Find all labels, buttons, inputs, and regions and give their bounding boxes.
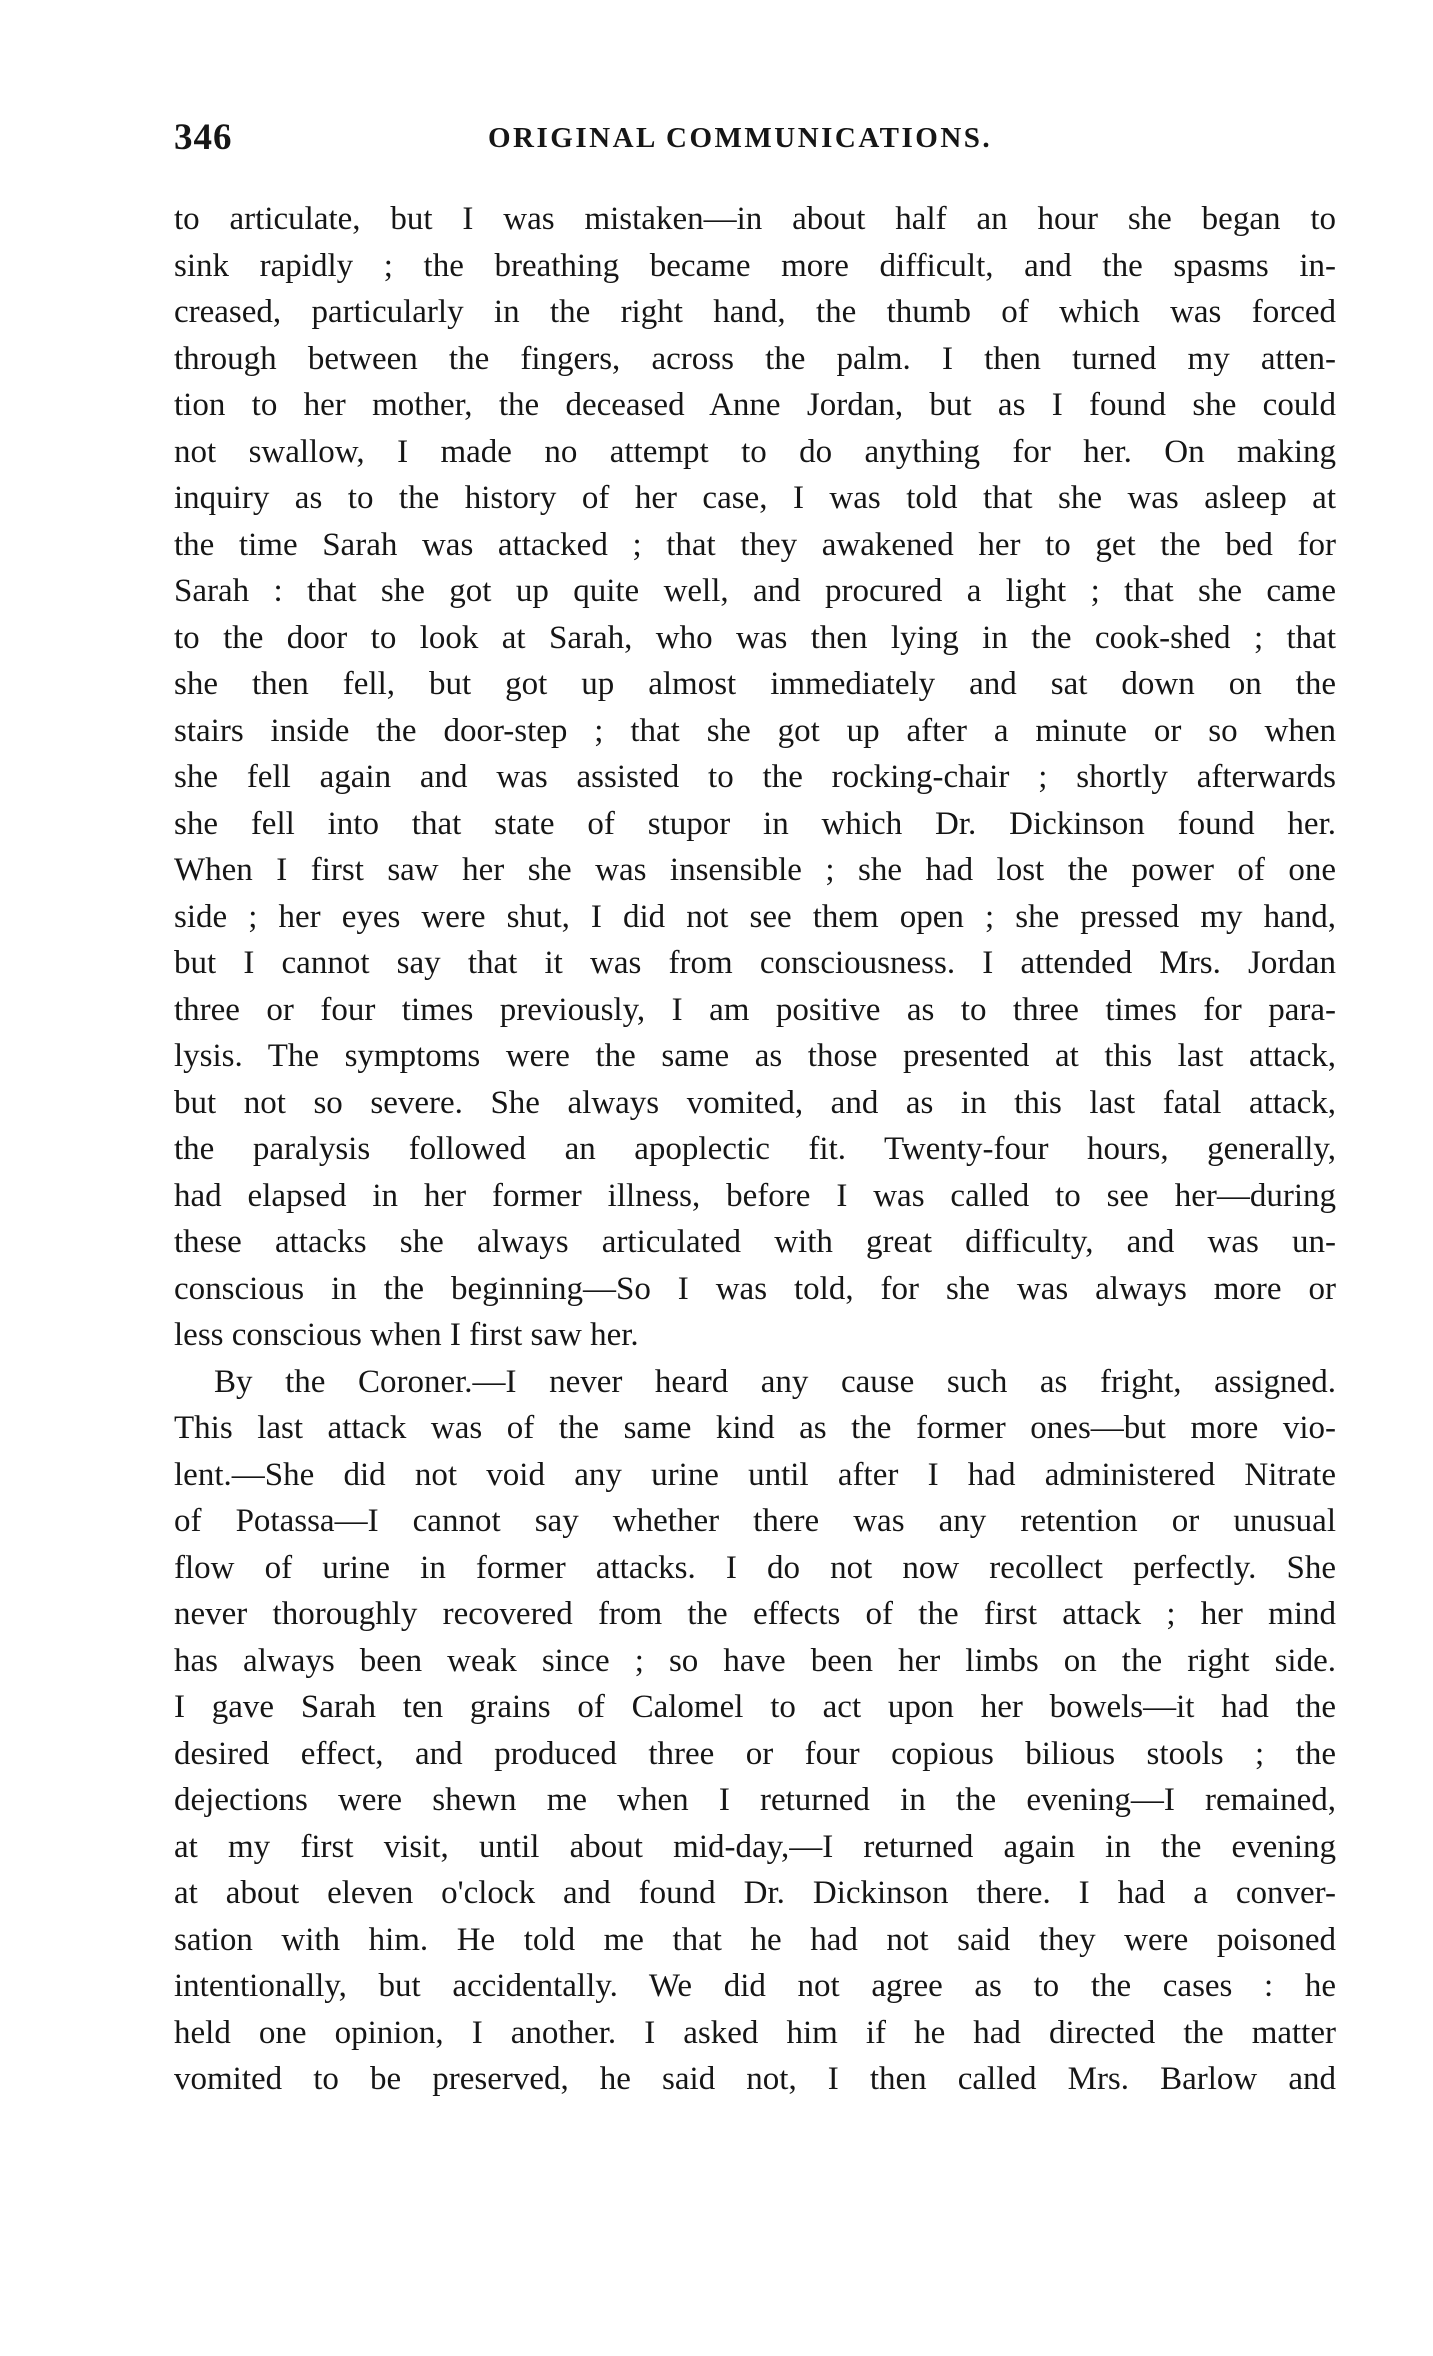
body-text: [174, 196, 1336, 2103]
text-line: vomited to be preserved, he said not, I then called Mrs. Barlow and: [174, 2061, 1336, 2097]
text-line: creased, particularly in the right hand, the thumb of which was forced: [174, 294, 1336, 330]
page-number: 346: [174, 117, 233, 158]
text-line: side ; her eyes were shut, I did not see them open ; she pressed my hand,: [174, 898, 1336, 935]
text-line: conscious in the beginning—So I was told, for she was always more or: [174, 1270, 1336, 1307]
text-line: these attacks she always articulated with great difficulty, and was un-: [174, 1224, 1336, 1260]
text-line: lysis. The symptoms were the same as those presented at this last attack,: [174, 1038, 1336, 1074]
text-line: she then fell, but got up almost immediately and sat down on the: [174, 666, 1336, 702]
text-line: three or four times previously, I am positive as to three times for para-: [174, 991, 1336, 1028]
text-line: stairs inside the door-step ; that she got up after a minute or so when: [174, 712, 1336, 749]
text-line: had elapsed in her former illness, before I was called to see her—during: [174, 1177, 1336, 1214]
text-line: the time Sarah was attacked ; that they awakened her to get the bed for: [174, 526, 1336, 563]
running-header: [174, 116, 1336, 164]
text-line: inquiry as to the history of her case, I was told that she was asleep at: [174, 480, 1336, 516]
running-title: ORIGINAL COMMUNICATIONS.: [488, 122, 993, 154]
text-line: but not so severe. She always vomited, and as in this last fatal attack,: [174, 1084, 1336, 1121]
text-line: she fell into that state of stupor in which Dr. Dickinson found her.: [174, 805, 1336, 842]
text-line: never thoroughly recovered from the effects of the first attack ; her mind: [174, 1596, 1336, 1632]
text-line: dejections were shewn me when I returned in the evening—I remained,: [174, 1782, 1336, 1818]
text-line: tion to her mother, the deceased Anne Jordan, but as I found she could: [174, 387, 1336, 423]
text-line: through between the fingers, across the palm. I then turned my atten-: [174, 340, 1336, 377]
text-line: at about eleven o'clock and found Dr. Dickinson there. I had a conver-: [174, 1875, 1336, 1911]
text-line: sation with him. He told me that he had not said they were poisoned: [174, 1921, 1336, 1958]
text-line: to articulate, but I was mistaken—in about half an hour she began to: [174, 201, 1336, 237]
text-line: lent.—She did not void any urine until after I had administered Nitrate: [174, 1456, 1336, 1493]
text-line: the paralysis followed an apoplectic fit. Twenty-four hours, generally,: [174, 1131, 1336, 1167]
text-line: When I first saw her she was insensible ; she had lost the power of one: [174, 852, 1336, 888]
text-line: has always been weak since ; so have been her limbs on the right side.: [174, 1642, 1336, 1679]
paragraph-end-line: less conscious when I first saw her.: [174, 1317, 639, 1353]
text-line: desired effect, and produced three or four copious bilious stools ; the: [174, 1735, 1336, 1772]
text-line: Sarah : that she got up quite well, and procured a light ; that she came: [174, 573, 1336, 609]
text-line: I gave Sarah ten grains of Calomel to act upon her bowels—it had the: [174, 1689, 1336, 1725]
text-line: sink rapidly ; the breathing became more difficult, and the spasms in-: [174, 247, 1336, 284]
text-line: This last attack was of the same kind as the former ones—but more vio-: [174, 1410, 1336, 1446]
text-line: at my first visit, until about mid-day,—I returned again in the evening: [174, 1828, 1336, 1865]
text-line: but I cannot say that it was from consciousness. I attended Mrs. Jordan: [174, 945, 1336, 981]
text-line: held one opinion, I another. I asked him if he had directed the matter: [174, 2014, 1336, 2051]
text-line: she fell again and was assisted to the rocking-chair ; shortly afterwards: [174, 759, 1336, 795]
text-line: not swallow, I made no attempt to do anything for her. On making: [174, 433, 1336, 470]
paragraph-start-line: By the Coroner.—I never heard any cause such as fright, assigned.: [214, 1363, 1336, 1400]
text-line: flow of urine in former attacks. I do not now recollect perfectly. She: [174, 1549, 1336, 1586]
text-line: intentionally, but accidentally. We did not agree as to the cases : he: [174, 1968, 1336, 2004]
text-line: to the door to look at Sarah, who was then lying in the cook-shed ; that: [174, 619, 1336, 656]
text-line: of Potassa—I cannot say whether there was any retention or unusual: [174, 1503, 1336, 1539]
